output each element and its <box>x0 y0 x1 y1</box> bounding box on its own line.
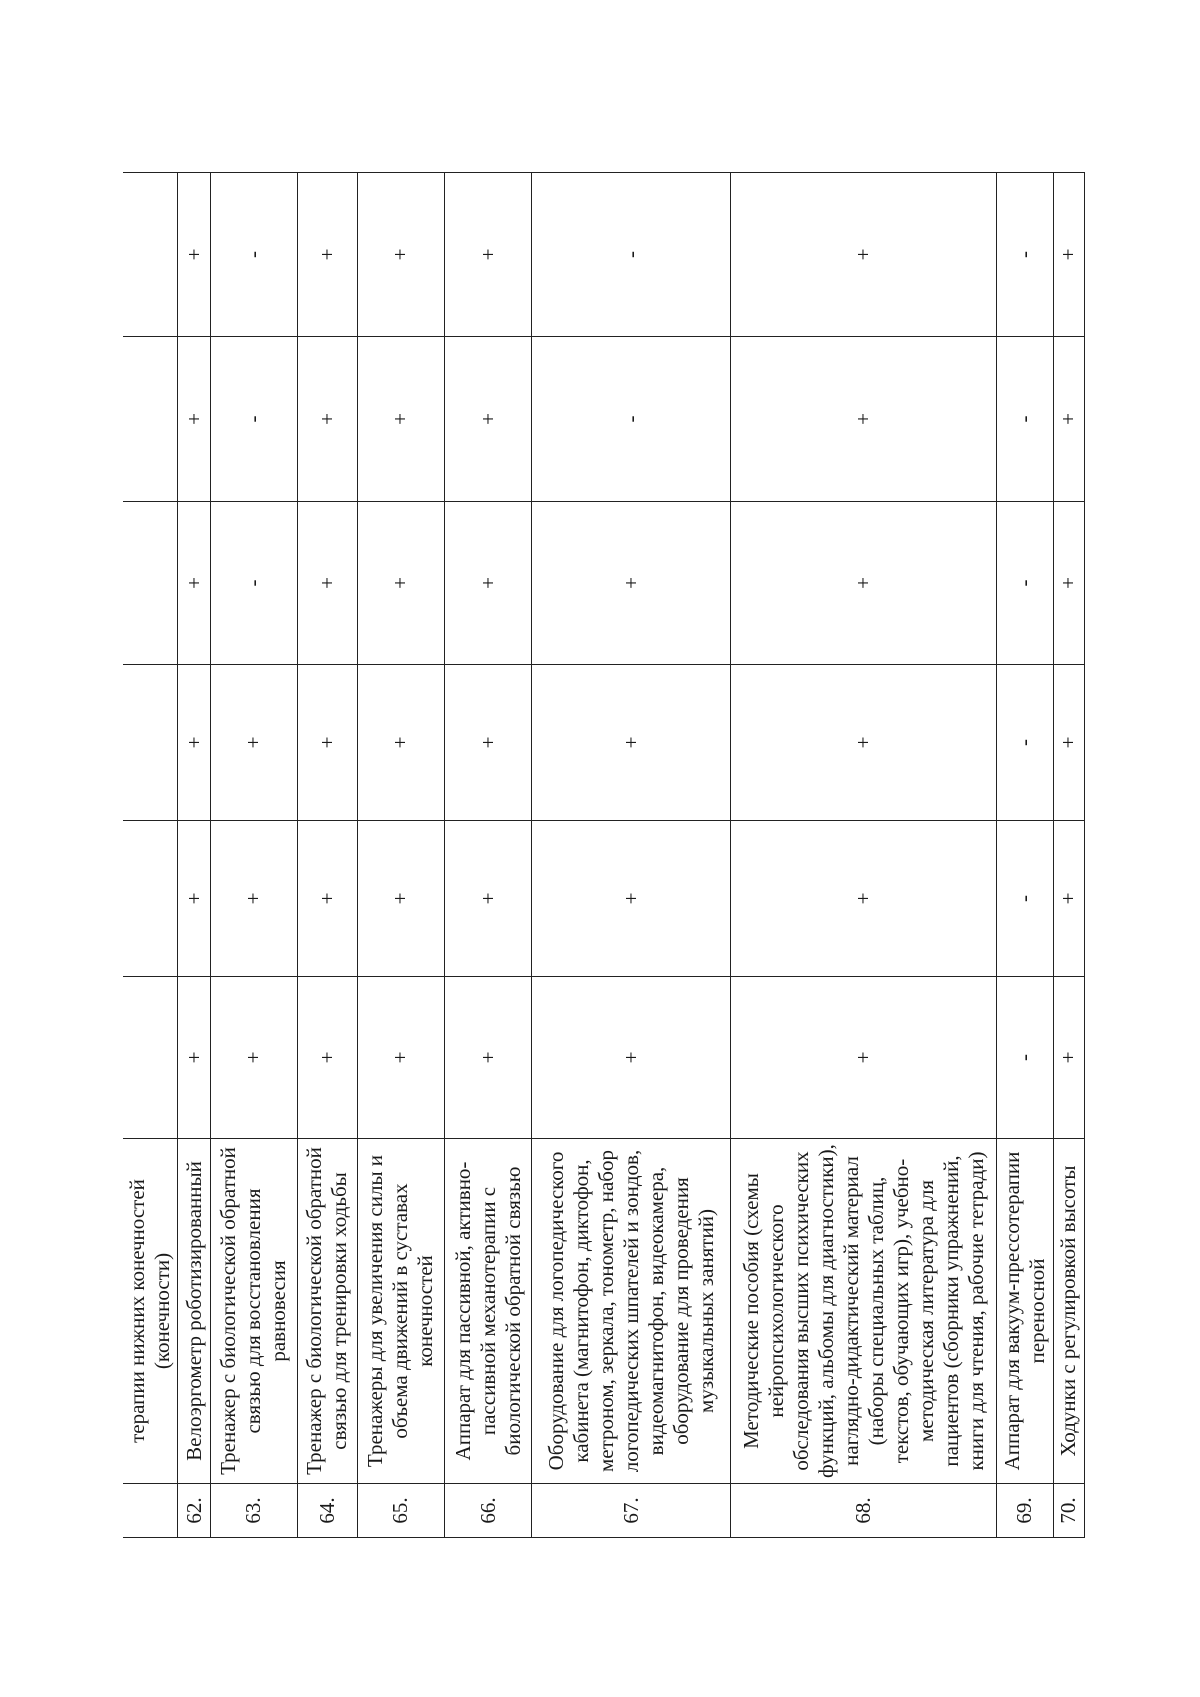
row-number: 62. <box>178 1484 210 1538</box>
table-body <box>123 173 1085 1538</box>
mark-cell: + <box>297 502 357 665</box>
item-name: Ходунки с регулировкой высоты <box>1053 1139 1084 1484</box>
mark-cell: + <box>1053 977 1084 1139</box>
table-row <box>1053 173 1084 1538</box>
row-number: 63. <box>210 1484 297 1538</box>
mark-cell: + <box>297 173 357 337</box>
row-number: 68. <box>731 1484 997 1538</box>
mark-cell: + <box>445 173 532 337</box>
row-number: 67. <box>532 1484 731 1538</box>
cell-name: терапии нижних конечностей (конечности) <box>123 1139 178 1484</box>
equipment-table <box>123 172 1085 1538</box>
table-row <box>297 173 357 1538</box>
row-number: 64. <box>297 1484 357 1538</box>
mark-cell: + <box>357 977 444 1139</box>
row-number: 69. <box>996 1484 1053 1538</box>
table-row <box>178 173 210 1538</box>
mark-cell: + <box>210 821 297 977</box>
mark-cell: - <box>996 821 1053 977</box>
mark-cell: + <box>178 821 210 977</box>
cell-mark-2 <box>123 821 178 977</box>
item-name: Велоэргометр роботизированный <box>178 1139 210 1484</box>
mark-cell: + <box>731 173 997 337</box>
mark-cell: - <box>996 502 1053 665</box>
mark-cell: + <box>445 665 532 821</box>
mark-cell: + <box>357 173 444 337</box>
mark-cell: + <box>210 665 297 821</box>
item-name: Аппарат для вакуум-прессотерапии переносной <box>996 1139 1053 1484</box>
item-name: Аппарат для пассивной, активно-пассивной механотерапии с биологической обратной связью <box>445 1139 532 1484</box>
mark-cell: + <box>532 977 731 1139</box>
row-number: 65. <box>357 1484 444 1538</box>
mark-cell: + <box>1053 665 1084 821</box>
cell-mark-1 <box>123 977 178 1139</box>
mark-cell: + <box>445 502 532 665</box>
mark-cell: + <box>1053 173 1084 337</box>
item-name: Оборудование для логопедического кабинета (магнитофон, диктофон, метроном, зеркала, тонометр, набор логопедических шпателей и зондов, видеомагнитофон, видеокамера, оборудование для проведения музыкальных занятий) <box>532 1139 731 1484</box>
mark-cell: + <box>357 502 444 665</box>
table-row <box>532 173 731 1538</box>
mark-cell: + <box>178 502 210 665</box>
mark-cell: + <box>731 977 997 1139</box>
item-name: Тренажер с биологической обратной связью для восстановления равновесия <box>210 1139 297 1484</box>
rotated-page-content <box>123 173 1085 1538</box>
mark-cell: - <box>996 173 1053 337</box>
mark-cell: + <box>178 665 210 821</box>
row-number: 70. <box>1053 1484 1084 1538</box>
mark-cell: + <box>297 337 357 502</box>
mark-cell: + <box>210 977 297 1139</box>
table-row <box>731 173 997 1538</box>
table-row <box>445 173 532 1538</box>
cell-mark-4 <box>123 502 178 665</box>
table-row <box>357 173 444 1538</box>
mark-cell: - <box>210 502 297 665</box>
row-number: 66. <box>445 1484 532 1538</box>
mark-cell: + <box>445 821 532 977</box>
mark-cell: + <box>731 502 997 665</box>
cell-mark-3 <box>123 665 178 821</box>
mark-cell: + <box>731 337 997 502</box>
mark-cell: + <box>731 665 997 821</box>
mark-cell: + <box>297 977 357 1139</box>
mark-cell: - <box>996 665 1053 821</box>
mark-cell: - <box>532 337 731 502</box>
mark-cell: + <box>297 821 357 977</box>
mark-cell: + <box>532 502 731 665</box>
mark-cell: + <box>297 665 357 821</box>
mark-cell: + <box>178 173 210 337</box>
item-name: Тренажер с биологической обратной связью для тренировки ходьбы <box>297 1139 357 1484</box>
mark-cell: + <box>532 665 731 821</box>
mark-cell: + <box>532 821 731 977</box>
mark-cell: - <box>532 173 731 337</box>
item-name: Тренажеры для увеличения силы и объема движений в суставах конечностей <box>357 1139 444 1484</box>
mark-cell: - <box>210 337 297 502</box>
mark-cell: + <box>445 337 532 502</box>
cell-mark-5 <box>123 337 178 502</box>
mark-cell: + <box>357 665 444 821</box>
mark-cell: + <box>178 337 210 502</box>
mark-cell: + <box>1053 821 1084 977</box>
item-name: Методические пособия (схемы нейропсихологического обследования высших психических функций, альбомы для диагностики), наглядно-дидактический материал (наборы специальных таблиц, текстов, обучающих игр), учебно-методическая литература для пациентов (сборники упражнений, книги для чтения, рабочие тетради) <box>731 1139 997 1484</box>
mark-cell: + <box>1053 502 1084 665</box>
cell-num <box>123 1484 178 1538</box>
table-row <box>996 173 1053 1538</box>
mark-cell: - <box>996 977 1053 1139</box>
table-row <box>210 173 297 1538</box>
mark-cell: - <box>210 173 297 337</box>
mark-cell: - <box>996 337 1053 502</box>
mark-cell: + <box>178 977 210 1139</box>
mark-cell: + <box>1053 337 1084 502</box>
table-row-continued <box>123 173 178 1538</box>
mark-cell: + <box>357 821 444 977</box>
cell-mark-6 <box>123 173 178 337</box>
mark-cell: + <box>357 337 444 502</box>
mark-cell: + <box>445 977 532 1139</box>
mark-cell: + <box>731 821 997 977</box>
